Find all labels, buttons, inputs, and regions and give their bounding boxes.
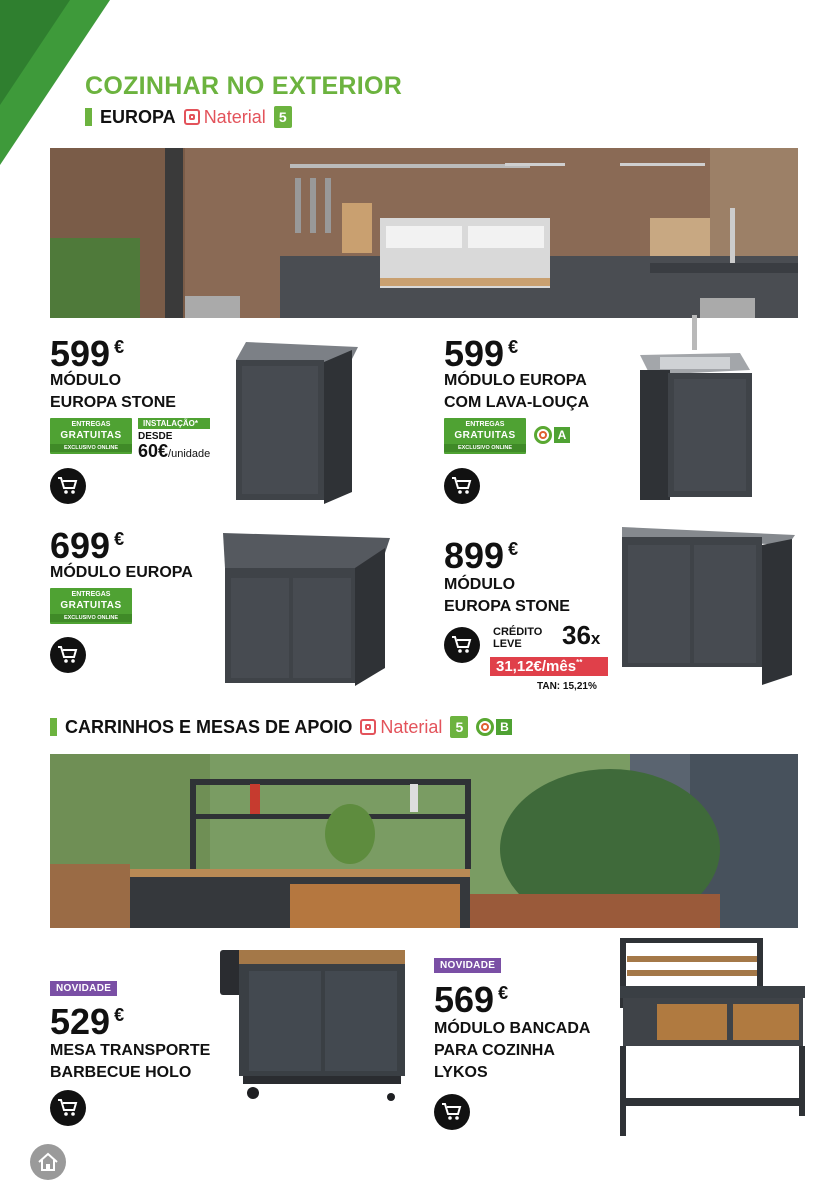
energy-class: A <box>554 427 570 443</box>
brand-logo <box>184 107 266 128</box>
product-1-image <box>228 342 363 507</box>
installation-price-value: 60€ <box>138 441 169 461</box>
brand-name: Naterial <box>380 716 443 737</box>
price-value: 529 <box>50 1001 111 1042</box>
shipping-line3: EXCLUSIVO ONLINE <box>50 614 132 622</box>
monthly-payment <box>490 657 608 676</box>
warranty-badge: 5 <box>274 106 292 128</box>
installation-price <box>138 442 210 463</box>
price-value: 899 <box>444 535 505 576</box>
outdoor-kitchen-photo <box>50 148 798 318</box>
currency: € <box>114 337 125 357</box>
credit-label: CRÉDITO LEVE <box>493 626 543 650</box>
energy-icon <box>534 426 552 444</box>
free-delivery-badge <box>50 588 132 624</box>
product-5-name: MESA TRANSPORTE BARBECUE HOLO <box>50 1042 211 1081</box>
shipping-line3: EXCLUSIVO ONLINE <box>50 444 132 452</box>
credit-x: x <box>590 629 601 648</box>
installation-tag: INSTALAÇÃO* <box>138 418 210 429</box>
price-value: 599 <box>444 333 505 374</box>
shopping-cart-icon <box>451 635 473 655</box>
product-3-price <box>50 525 125 566</box>
currency: € <box>498 983 509 1003</box>
installation-from: DESDE <box>138 431 173 442</box>
section-label: EUROPA <box>100 106 176 127</box>
price-value: 599 <box>50 333 111 374</box>
shipping-line3: EXCLUSIVO ONLINE <box>444 444 526 452</box>
new-badge: NOVIDADE <box>50 981 117 996</box>
product-4-image <box>620 525 800 690</box>
shopping-cart-icon <box>57 1098 79 1118</box>
shipping-line2: GRATUITAS <box>60 600 122 611</box>
shopping-cart-icon <box>451 476 473 496</box>
product-6-name: MÓDULO BANCADA PARA COZINHA LYKOS <box>434 1020 591 1081</box>
product-1-name: MÓDULO EUROPA STONE <box>50 372 176 411</box>
product-6-price <box>434 979 509 1020</box>
energy-label <box>476 718 512 736</box>
monthly-mark: ** <box>576 658 583 667</box>
product-3-name: MÓDULO EUROPA <box>50 564 193 581</box>
installation-info <box>138 418 210 463</box>
product-5-image <box>215 945 410 1105</box>
home-icon <box>37 1152 59 1172</box>
installation-unit: /unidade <box>168 448 211 460</box>
add-to-cart-button[interactable] <box>444 627 480 663</box>
product-2-image <box>630 315 760 505</box>
add-to-cart-button[interactable] <box>50 1090 86 1126</box>
shipping-line1: ENTREGAS <box>71 421 111 428</box>
product-3-image <box>215 528 395 690</box>
currency: € <box>114 1005 125 1025</box>
energy-class: B <box>496 719 512 735</box>
brand-name: Naterial <box>203 106 266 127</box>
brand-logo <box>360 717 442 738</box>
product-2-price <box>444 333 519 374</box>
section-header-carts <box>50 716 512 738</box>
new-badge: NOVIDADE <box>434 958 501 973</box>
shipping-line1: ENTREGAS <box>71 591 111 598</box>
currency: € <box>508 539 519 559</box>
product-2-name: MÓDULO EUROPA COM LAVA-LOUÇA <box>444 372 590 411</box>
energy-label <box>534 426 570 444</box>
shopping-cart-icon <box>57 645 79 665</box>
section-header-europa <box>85 106 292 128</box>
product-6-image <box>615 938 810 1138</box>
product-4-name: MÓDULO EUROPA STONE <box>444 576 570 615</box>
product-5-price <box>50 1001 125 1042</box>
shipping-line1: ENTREGAS <box>465 421 505 428</box>
currency: € <box>508 337 519 357</box>
credit-months-value: 36 <box>562 620 591 650</box>
shipping-line2: GRATUITAS <box>60 430 122 441</box>
shopping-cart-icon <box>57 476 79 496</box>
shopping-cart-icon <box>441 1102 463 1122</box>
product-1-price <box>50 333 125 374</box>
energy-icon <box>476 718 494 736</box>
free-delivery-badge <box>50 418 132 454</box>
add-to-cart-button[interactable] <box>444 468 480 504</box>
section-bar <box>85 108 92 126</box>
price-value: 699 <box>50 525 111 566</box>
section-bar <box>50 718 57 736</box>
naterial-logo-icon <box>360 719 376 735</box>
add-to-cart-button[interactable] <box>434 1094 470 1130</box>
currency: € <box>114 529 125 549</box>
warranty-badge: 5 <box>450 716 468 738</box>
shipping-line2: GRATUITAS <box>454 430 516 441</box>
monthly-value: 31,12€/mês <box>496 658 577 675</box>
free-delivery-badge <box>444 418 526 454</box>
credit-months <box>562 620 600 651</box>
page-title: COZINHAR NO EXTERIOR <box>85 72 403 100</box>
add-to-cart-button[interactable] <box>50 468 86 504</box>
home-button[interactable] <box>30 1144 66 1180</box>
product-4-price <box>444 535 519 576</box>
tan-rate: TAN: 15,21% <box>537 681 597 692</box>
section-label: CARRINHOS E MESAS DE APOIO <box>65 716 353 737</box>
naterial-logo-icon <box>184 109 200 125</box>
price-value: 569 <box>434 979 495 1020</box>
add-to-cart-button[interactable] <box>50 637 86 673</box>
garden-cart-photo <box>50 754 798 928</box>
